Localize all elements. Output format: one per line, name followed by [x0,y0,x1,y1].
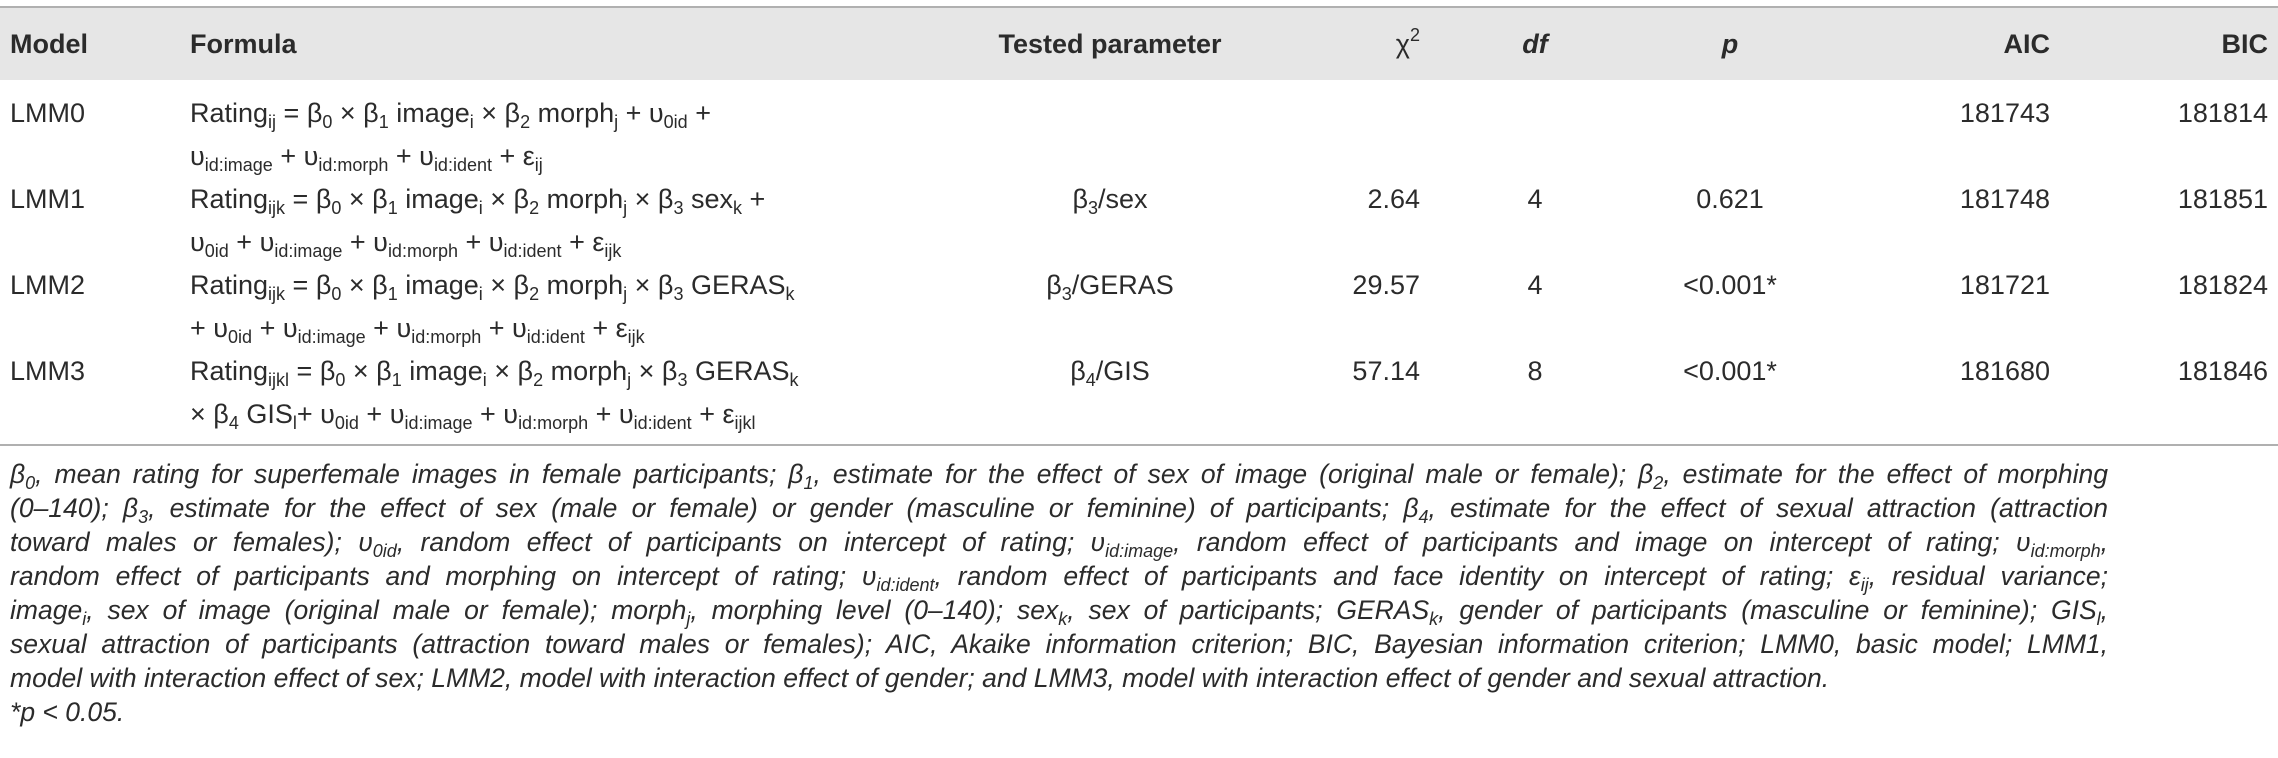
header-chi-square [1260,7,1450,80]
header-aic: AIC [1840,7,2090,80]
header-df: df [1450,7,1620,80]
cell-p-value: <0.001* [1683,270,1777,300]
formula-line: Rating$_{ijk}$ = $\beta_0 \times \beta_1$ image$_i$ × $\beta_2$ morph$_j$ × $\beta_3$ $GERAS_k$ [190,270,795,304]
model-comparison-table [0,6,2278,446]
cell-bic: 181814 [2177,98,2268,128]
cell-chi-square: 2.64 [1367,184,1420,214]
cell-aic: 181748 [1959,184,2050,214]
table-row [0,178,2278,264]
header-formula: Formula [180,7,960,80]
footnote-line: random effect of participants and morphing on intercept of rating; $\upsilon_{id:ident}$, random effect of participants and face identity on intercept of rating; $\varepsilon_{ij}$, residual variance; [10,561,2108,595]
table-container [0,6,2268,446]
footnote-line: sexual attraction of participants (attraction toward males or females); AIC, Akaike information criterion; BIC, Bayesian information criterion; LMM0, basic model; LMM1, [10,629,2108,659]
footnote-line: (0–140); $\beta_3$, estimate for the effect of sex (male or female) or gender (masculine or feminine) of participants; $\beta_4$, estimate for the effect of sexual attraction (attraction [10,493,2108,527]
cell-bic: 181824 [2177,270,2268,300]
cell-chi-square: 57.14 [1260,350,1450,445]
chi-exponent: 2 [1409,24,1420,45]
formula-line: + $\upsilon_{0id} + \upsilon_{id:image} + \upsilon_{id:morph} + \upsilon_{id:ident} + \varepsilon_{ijk}$ [190,313,645,347]
cell-df: 4 [1527,184,1543,214]
table-row [0,350,2278,445]
formula-line: Rating$_{ijk}$ = $\beta_0 \times \beta_1$ image$_i$ × $\beta_2$ morph$_j$ × $\beta_3$ sex$_k$ + [190,184,766,218]
cell-aic: 181743 [1959,98,2050,128]
cell-tested-parameter: $\beta_4$/GIS [960,350,1260,445]
formula-line: $\upsilon_{0id} + \upsilon_{id:image} + \upsilon_{id:morph} + \upsilon_{id:ident} + \varepsilon_{ijk}$ [190,227,622,261]
cell-model: LMM2 [10,270,86,300]
cell-model: LMM0 [10,98,86,128]
footnote-line: model with interaction effect of sex; LMM2, model with interaction effect of gender; and LMM3, model with interaction effect of gender and sexual attraction. [10,663,1830,693]
cell-df: 4 [1527,270,1543,300]
header-tested-parameter: Tested parameter [960,7,1260,80]
cell-df [1450,80,1620,178]
header-bic: BIC [2090,7,2278,80]
significance-note: *p < 0.05. [10,697,125,727]
cell-formula [180,350,960,445]
header-model: Model [0,7,180,80]
cell-p-value: 0.621 [1696,184,1764,214]
cell-df: 8 [1450,350,1620,445]
footnote-line: toward males or females); $\upsilon_{0id}$, random effect of participants on intercept of rating; $\upsilon_{id:image}$, random effect of participants and image on intercept of rating; $\upsilon_{id:morph}$, [10,527,2108,561]
cell-formula [180,80,960,178]
table-footnote [10,457,2108,729]
cell-chi-square: 29.57 [1352,270,1420,300]
cell-tested-parameter: $\beta_3$/GERAS [1046,270,1174,304]
formula-line: Rating$_{ijkl}$ = $\beta_0 \times \beta_1$ image$_i$ × $\beta_2$ morph$_j$ × $\beta_3$ $GERAS_k$ [190,356,799,390]
chi-symbol: χ [1395,28,1410,59]
cell-model: LMM3 [0,350,180,445]
footnote-line: image$_i$, sex of image (original male or female); morph$_j$, morphing level (0–140); sex$_k$, sex of participants; $GERAS_k$, gender of participants (masculine or feminine); $GIS_l$, [10,595,2109,629]
table-header-row [0,7,2278,80]
cell-tested-parameter [960,80,1260,178]
cell-chi-square [1260,80,1450,178]
formula-line: $\upsilon_{id:image} + \upsilon_{id:morph} + \upsilon_{id:ident} + \varepsilon_{ij}$ [190,141,543,175]
table-row [0,264,2278,350]
header-p: p [1620,7,1840,80]
cell-tested-parameter: $\beta_3$/sex [1072,184,1148,218]
cell-bic: 181846 [2090,350,2278,445]
cell-formula [180,264,960,350]
cell-formula [180,178,960,264]
cell-bic: 181851 [2177,184,2268,214]
cell-p-value [1620,80,1840,178]
formula-line: Rating$_{ij}$ = $\beta_0 \times \beta_1$ image$_i$ × $\beta_2$ morph$_j$ + $\upsilon_{0id}$ + [190,98,711,132]
table-body [0,80,2278,445]
cell-model: LMM1 [10,184,86,214]
cell-aic: 181721 [1959,270,2050,300]
table-row [0,80,2278,178]
cell-aic: 181680 [1840,350,2090,445]
cell-p-value: <0.001* [1620,350,1840,445]
footnote-line: $\beta_0$, mean rating for superfemale images in female participants; $\beta_1$, estimate for the effect of sex of image (original male or female); $\beta_2$, estimate for the effect of morphing [10,459,2108,493]
formula-line: × $\beta_4$ $GIS_l+ \upsilon_{0id} + \upsilon_{id:image} + \upsilon_{id:morph} + \upsilon_{id:ident} + \varepsilon_{ijkl}$ [190,399,756,433]
